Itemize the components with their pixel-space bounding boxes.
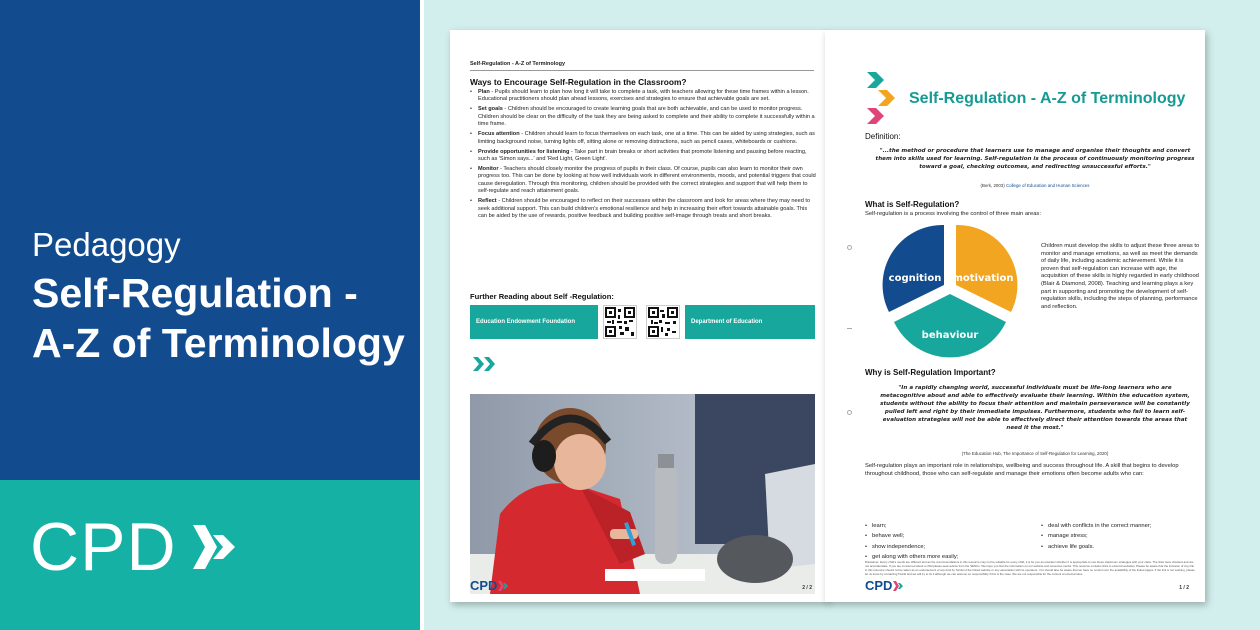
- list-item: • Reflect - Children should be encouraged to reflect on their successes within the classroom and look for areas where they may need to seek additional support. This can build children's emotional resilience and help in increasing their effort towards attainable goals. This can be aided by the use of rewards, positive feedback and building positive self-image through treats and short breaks.: [470, 198, 816, 220]
- document-page-1: [825, 30, 1205, 602]
- what-intro: Self-regulation is a process involving the control of three main areas:: [865, 211, 1041, 217]
- disclaimer: Disclaimer: Every child's needs are different and as the recommendations in this resource may not be suitable for every child, it is for you as educator whether it is appropriate to use these classroom strategies with your class. The links were checked and are not accurate/date. If you are concerned about a child please seek advice from the SENCo. We hope you find the information on our website and resources useful. This resource contains links to external websites. Please be aware that the inclusion of any link in this resource should not be taken as an endorsement of any kind by Twinkl of the linked website or any association with its operators. You should also be aware that we have no control over the availability of the linked pages. If the link is not working, please let us know by contacting Twinkl and we will try to fix it although we can assume no responsibility if this is the case. We are not responsible for the content of external sites.: [865, 560, 1195, 576]
- chevron-arrows-icon: [183, 517, 243, 577]
- list-item: • achieve life goals.: [1041, 543, 1185, 552]
- student-photo: [470, 394, 815, 594]
- pie-label-motivation: motivation: [952, 273, 1014, 284]
- list-item: • Monitor - Teachers should closely monitor the progress of pupils in their class. Of course, pupils can also learn to monitor their own progress too. This can be done by looking at how well individuals work in different environments, moods, and potential triggers that could cause deregulation. Through this monitoring, children should be provided with the correct strategies and support that will help them to self-regulate and reach attainment goals.: [470, 166, 816, 196]
- punch-hole: [847, 410, 852, 415]
- pie-segment-behaviour: [894, 294, 1006, 357]
- definition-label: Definition:: [865, 132, 901, 141]
- pie-segment-cognition: [883, 225, 944, 312]
- further-reading-heading: Further Reading about Self -Regulation:: [470, 292, 614, 301]
- divider: [420, 0, 424, 630]
- document-page-2: [450, 30, 828, 602]
- why-citation: (The Education Hub, The Importance of Self-Regulation for Learning, 2020): [961, 451, 1109, 456]
- qr-code-icon: [646, 305, 680, 339]
- cpd-logo: [30, 509, 243, 585]
- why-quote: "In a rapidly changing world, successful individuals must be life-long learners who are metacognitive about and able to effectively evaluate their learning. Within the education system, students without the ability to focus their attention and maintain perseverance will be constantly pulled left and right by their immediate impulses. Furthermore, students who fail to learn self-evaluation strategies will not be able to effectively direct their attention towards the areas that need it the most.": [880, 385, 1190, 431]
- strategy-list: [470, 89, 816, 223]
- header-rule: [470, 70, 814, 71]
- footer-logo: CPD: [865, 578, 904, 593]
- punch-hole: [847, 245, 852, 250]
- chevron-arrows-icon: [497, 580, 509, 592]
- what-heading: What is Self-Regulation?: [865, 200, 960, 209]
- definition-quote: "...the method or procedure that learners use to manage and organise their thoughts and convert them into skills used for learning. Self-regulation is the process of continuously monitoring progress toward a goal, checking outcomes, and redirecting unsuccessful efforts.": [875, 148, 1195, 170]
- pie-chart: [875, 220, 1025, 358]
- chevron-arrows-icon: [892, 580, 904, 592]
- page-title: Self-Regulation - A-Z of Terminology: [909, 90, 1186, 107]
- link-education-endowment[interactable]: Education Endowment Foundation: [470, 305, 598, 339]
- definition-citation: (Berk, 2003) College of Education and Human Sciences: [980, 183, 1090, 188]
- why-heading: Why is Self-Regulation Important?: [865, 368, 996, 377]
- category-label: Pedagogy: [32, 226, 181, 263]
- list-item: • Focus attention - Children should learn to focus themselves on each task, one at a time. This can be aided by using strategies, such as limiting background noise, turning lights off, sitting alone or removing distractions, such as pencil cases, whiteboards or cushions.: [470, 131, 816, 146]
- page-number: 2 / 2: [802, 585, 812, 591]
- pie-label-cognition: cognition: [888, 273, 942, 284]
- chevron-logo-icon: [865, 70, 901, 126]
- footer-logo: CPD: [470, 578, 509, 593]
- link-department-of-education[interactable]: Department of Education: [685, 305, 815, 339]
- list-item: • deal with conflicts in the correct manner;: [1041, 522, 1185, 531]
- list-item: • Plan - Pupils should learn to plan how long it will take to complete a task, with teachers allowing for these time frames within a lesson. Educational practitioners should plan ahead lessons, exercises and strategies to ensure that achievable goals are set.: [470, 89, 816, 104]
- fold-mark: [847, 328, 852, 329]
- pie-description: Children must develop the skills to adjust these three areas to monitor and manage emotions, as well as meet the demands of daily life, including academic achievement. While it is proven that self-regulation can increase with age, the acquisition of these skills is highly regarded in early childhood (Blair & Diamond, 2008). Teaching and learning plays a key part in supporting and promoting the development of self-regulation skills, including the steps of planning, performance and reflection.: [1041, 243, 1200, 310]
- list-item: • get along with others more easily;: [865, 553, 1041, 562]
- citation-link[interactable]: College of Education and Human Sciences: [1005, 183, 1090, 188]
- qr-code-icon: [603, 305, 637, 339]
- pie-label-behaviour: behaviour: [921, 330, 979, 341]
- body-paragraph: Self-regulation plays an important role in relationships, wellbeing and success throughout life. A skill that begins to develop throughout childhood, those who can self-regulate and manage their emotions often become adults who can:: [865, 463, 1179, 477]
- list-item: • learn;: [865, 522, 1041, 531]
- skills-list: [865, 522, 1185, 563]
- list-item: • behave well;: [865, 532, 1041, 541]
- section-heading: Ways to Encourage Self-Regulation in the Classroom?: [470, 77, 687, 87]
- chevron-arrows-icon: [472, 356, 500, 372]
- list-item: • Set goals - Children should be encouraged to create learning goals that are both achievable, and can be used to monitor progress. Children should be clear on the difficulty of the task they are being asked to complete and their ability to complete it successfully within a time frame.: [470, 106, 816, 128]
- page-header: Self-Regulation - A-Z of Terminology: [470, 61, 566, 67]
- list-item: • Provide opportunities for listening - Take part in brain breaks or short activities that promote listening and pausing before reacting, such as 'Simon says...' and 'Red Light, Green Light'.: [470, 149, 816, 164]
- list-item: • manage stress;: [1041, 532, 1185, 541]
- main-title: Self-Regulation - A-Z of Terminology: [32, 270, 405, 366]
- page-number: 1 / 2: [1179, 585, 1189, 591]
- cpd-logo-text: CPD: [30, 509, 177, 585]
- list-item: • show independence;: [865, 543, 1041, 552]
- pie-segment-motivation: [956, 225, 1017, 312]
